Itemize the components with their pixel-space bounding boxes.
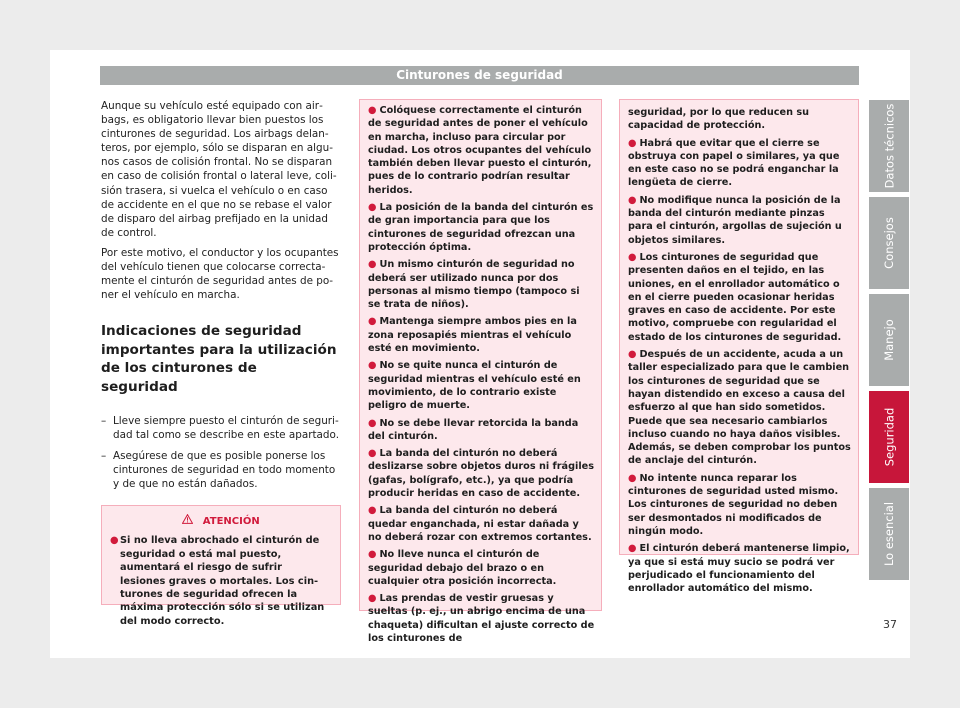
list-item xyxy=(628,348,852,468)
continuation-text: seguridad, por lo que reducen su capacidad de protección. xyxy=(628,107,810,132)
bullet-marker: ● xyxy=(368,316,377,328)
list-item-text: Un mismo cinturón de seguridad no deberá ser utilizado nunca por dos personas al mismo tiempo (tampoco si se trata de niños). xyxy=(368,259,580,311)
list-item-text: No se debe llevar retorcida la banda del cinturón. xyxy=(368,417,579,442)
bullet-marker: ● xyxy=(368,105,377,116)
tab-label: Seguridad xyxy=(882,407,897,467)
bullet-marker: ● xyxy=(368,593,377,605)
intro-paragraph: Aunque su vehículo esté equipado con airbags, es obligatorio llevar bien puestos los cinturones de seguridad. Los airbags delanteros, por ejemplo, sólo se disparan en algunos casos de colisión frontal. No se disparan en caso de colisión frontal o lateral leve, colisión trasera, si vuelca el vehículo o en caso de accidente en el que no se rebase el valor de disparo del airbag prefijado en la unidad de control. xyxy=(101,100,337,239)
list-item xyxy=(368,504,595,544)
bullet-marker: ● xyxy=(628,472,637,484)
dash-list-item xyxy=(101,449,341,491)
section-subheading: Indicaciones de seguridad importantes para la utilización de los cinturones de seguridad xyxy=(101,323,337,395)
list-item xyxy=(628,542,852,595)
bullet-marker: ● xyxy=(110,535,119,547)
list-item xyxy=(628,194,852,247)
list-item-text: No se quite nunca el cinturón de seguridad mientras el vehículo esté en movimiento, de lo contrario existe peligro de muerte. xyxy=(368,360,581,412)
list-item-text: Habrá que evitar que el cierre se obstruya con papel o similares, ya que en este caso no se podrá enganchar la lengüeta de cierre. xyxy=(628,137,840,189)
left-column xyxy=(101,99,341,497)
list-item-text: El cinturón deberá mantenerse limpio, ya que si está muy sucio se podrá ver perjudicado el funcionamiento del enrollador automático del mismo. xyxy=(628,543,850,595)
bullet-marker: ● xyxy=(628,251,637,263)
safety-list-box-middle xyxy=(359,99,602,644)
dash-marker: – xyxy=(101,449,107,462)
list-item xyxy=(628,137,852,190)
safety-list-box-right xyxy=(619,99,859,595)
dash-list-item xyxy=(101,414,341,442)
list-item xyxy=(628,472,852,538)
list-item xyxy=(368,359,595,412)
tab-label: Manejo xyxy=(882,319,897,361)
list-item xyxy=(628,251,852,344)
warning-item xyxy=(102,534,340,628)
list-item xyxy=(368,447,595,500)
warning-box xyxy=(101,505,341,627)
list-item-text: No intente nunca reparar los cinturones de seguridad usted mismo. Los cinturones de seguridad no deben ser desmontados ni modificados de ningún modo. xyxy=(628,472,839,537)
list-item xyxy=(368,548,595,588)
list-item-text: No modifique nunca la posición de la banda del cinturón mediante pinzas para el cinturón, argollas de sujeción u objetos similares. xyxy=(628,194,842,246)
list-item xyxy=(368,315,595,355)
warning-title xyxy=(102,514,340,528)
list-item-text: La posición de la banda del cinturón es de gran importancia para que los cinturones de seguridad ofrezcan una protección óptima. xyxy=(368,202,594,253)
dash-marker: – xyxy=(101,415,107,428)
tab-manejo[interactable] xyxy=(869,294,909,386)
page-header-title: Cinturones de seguridad xyxy=(396,68,563,82)
bullet-marker: ● xyxy=(368,202,377,214)
tab-label: Consejos xyxy=(882,217,896,269)
bullet-marker: ● xyxy=(368,448,377,460)
dash-item-text: Lleve siempre puesto el cinturón de seguridad tal como se describe en este apartado. xyxy=(113,415,339,442)
warning-title-text: ATENCIÓN xyxy=(202,516,260,527)
warning-item-text: Si no lleva abrochado el cinturón de seguridad o está mal puesto, aumentará el riesgo de sufrir lesiones graves o mortales. Los cinturones de seguridad ofrecen la máxima protección sólo si se utilizan del modo correcto. xyxy=(120,535,325,627)
tab-consejos[interactable] xyxy=(869,197,909,289)
page-number: 37 xyxy=(883,618,897,631)
bullet-marker: ● xyxy=(368,360,377,372)
list-item-text: La banda del cinturón no deberá deslizarse sobre objetos duros ni frágiles (gafas, bolígrafo, etc.), ya que podría producir heridas en caso de accidente. xyxy=(368,448,594,500)
bullet-marker: ● xyxy=(368,505,377,517)
list-item xyxy=(368,104,595,197)
dash-item-text: Asegúrese de que es posible ponerse los cinturones de seguridad en todo momento y de que no están dañados. xyxy=(113,449,336,490)
bullet-marker: ● xyxy=(628,194,637,206)
list-item-text: Las prendas de vestir gruesas y sueltas (p. ej., un abrigo encima de una chaqueta) dificultan el ajuste correcto de los cinturones de xyxy=(368,593,595,644)
list-item-text: Los cinturones de seguridad que presenten daños en el tejido, en las uniones, en el enrollador automático o en el cierre pueden ocasionar heridas graves en caso de accidente. Por este motivo, compruebe con regularidad el estado de los cinturones de seguridad. xyxy=(628,251,842,343)
list-item xyxy=(368,592,595,645)
bullet-marker: ● xyxy=(628,543,637,555)
tab-lo-esencial[interactable] xyxy=(869,488,909,580)
second-paragraph: Por este motivo, el conductor y los ocupantes del vehículo tienen que colocarse correctamente el cinturón de seguridad antes de poner el vehículo en marcha. xyxy=(101,246,339,302)
list-item-text: Mantenga siempre ambos pies en la zona reposapiés mientras el vehículo esté en movimiento. xyxy=(368,316,577,355)
warning-triangle-icon xyxy=(182,516,196,527)
list-item-text: La banda del cinturón no deberá quedar enganchada, ni estar dañada y no deberá rozar con extremos cortantes. xyxy=(368,505,592,543)
list-item-text: Después de un accidente, acuda a un taller especializado para que le cambien los cinturones de seguridad que se hayan distendido en exceso a causa del esfuerzo al que han sido sometidos. Puede que sea necesario cambiarlos incluso cuando no haya daños visibles. Además, se deben comprobar los puntos de anclaje del cinturón. xyxy=(628,349,851,467)
bullet-marker: ● xyxy=(368,417,377,429)
list-item-text: No lleve nunca el cinturón de seguridad debajo del brazo o en cualquier otra posición incorrecta. xyxy=(368,549,557,587)
tab-seguridad[interactable] xyxy=(869,391,909,483)
tab-label: Lo esencial xyxy=(882,501,896,567)
list-item xyxy=(368,258,595,311)
page-header xyxy=(100,66,859,85)
bullet-marker: ● xyxy=(628,349,637,361)
bullet-marker: ● xyxy=(628,137,637,149)
list-item xyxy=(368,417,595,444)
tab-label: Datos técnicos xyxy=(882,103,896,189)
list-item-text: Colóquese correctamente el cinturón de seguridad antes de poner el vehículo en marcha, incluso para circular por ciudad. Los otros ocupantes del vehículo también deben llevar puesto el cinturón, pues de lo contrario podrían resultar heridos. xyxy=(368,105,592,196)
bullet-marker: ● xyxy=(368,549,377,561)
list-item xyxy=(368,201,595,254)
bullet-marker: ● xyxy=(368,259,377,271)
tab-datos-tecnicos[interactable] xyxy=(869,100,909,192)
